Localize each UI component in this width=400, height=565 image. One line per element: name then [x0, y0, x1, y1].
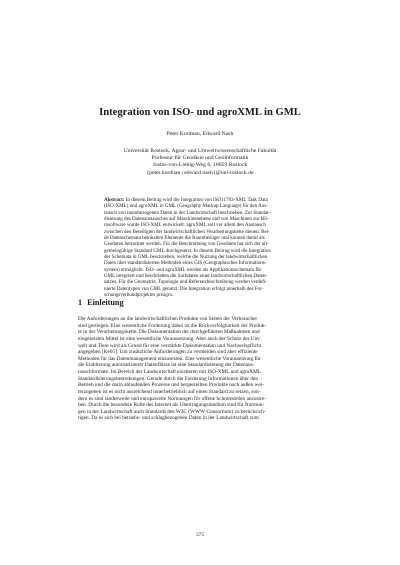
section-number: 1: [78, 298, 83, 307]
body-line: tauschformate. Im Bereich der Landwirtschaft existieren mit ISO-XML und agroXML: [78, 369, 262, 375]
abstract-line: gemeingültige Standard GML durchgesetzt. In diesem Beitrag wird die Integration: [104, 247, 271, 254]
body-line: tigen. Da es sich bei betriebs- und schlagbezogenen Daten in der Landwirtschaft zum: [78, 415, 259, 422]
paper-title: Integration von ISO- und agroXML in GML: [99, 107, 301, 118]
body-line: dern es sind landesweite und europaweite Normungen für offene Schnittstellen anzustre-: [78, 395, 266, 402]
body-text: [78, 316, 323, 422]
abstract-line: schungsverbundprojektes preagro.: [104, 292, 174, 299]
body-line: eingesetzten Mittel ist eine wesentliche Voraussetzung. Aber auch der Schutz der Um-: [78, 335, 261, 342]
abstract-line: (ISO-XML) und agroXML in GML (Geography Markup Language) für den Aus-: [104, 203, 268, 210]
body-line: Standardisierungsbestrebungen. Gerade durch die Forderung Informationen über den: [78, 375, 259, 382]
abstract-line: Daten über standardisierten Methoden eines GIS (Geographisches Informations-: [104, 260, 267, 267]
body-line: terzugeben ist es nicht ausreichend innerbetrieblich auf einen Standard zu setzen, son-: [78, 388, 261, 395]
abstract-line: tausch von raumbezogenen Daten in der Landwirtschaft beschrieben. Zur Standar-: [104, 209, 271, 216]
body-line: ben. Durch die besondere Rolle des Internet als Übertragungsmedium sind für Normun-: [78, 402, 265, 409]
abstract-line: GML integriert und beschrieben die Sachdaten einer landwirtschaftlichen Daten-: [104, 273, 268, 280]
paper-authors: Peter Korduan, Edward Nash: [166, 131, 234, 137]
body-line: welt und Tiere wird als Grund für eine verstärkte Dokumentation und Nachweispflicht: [78, 342, 262, 349]
body-line: die Etablierung automatisierter Datenflüsse ist eine Standardisierung der Datenaus-: [78, 362, 255, 369]
body-line: Methoden für das Datenmanagement einzusetzen. Eine wesentliche Voraussetzung für: [78, 355, 261, 362]
abstract-line: system) ermöglicht. ISO- und agroXML werden als Applikationsschemata für: [104, 266, 262, 273]
affiliation-block: [40, 148, 360, 177]
abstract-line: rosoftware wurde ISO-XML entwickelt. agroXML soll vor allem den Austausch: [104, 222, 266, 229]
body-line: te in der Verarbeitungskette. Die Dokumentation der durchgeführten Maßnahmen und: [78, 329, 260, 336]
affiliation-email: {peter.korduan | edward.nash}@uni-rostock.de: [146, 169, 254, 176]
affiliation-line: Universität Rostock, Agrar- und Umweltwissenschaftliche Fakultät: [123, 148, 277, 154]
body-line: Betrieb und die darin ablaufenden Prozesse und hergestellten Produkte nach außen wei-: [78, 382, 264, 389]
abstract-line: der Schemata in GML beschrieben, welche die Nutzung der landwirtschaftlichen: [104, 254, 268, 261]
affiliation-line: Professur für Geodäsie und Geoinformatik: [151, 155, 249, 162]
abstract-line: satzes. Für die Geometrie, Topologie und Referenzbeschreibung werden verdefi-: [104, 279, 267, 286]
abstract-line: de Datenschemata beinhalten Elemente die Raumbezüger und können damit als: [104, 235, 265, 242]
section-title: Einleitung: [87, 298, 124, 307]
body-line: Die Anforderungen an die landwirtschaftlichen Produkte von Seiten der Verbraucher: [78, 316, 258, 322]
affiliation-line: Justus-von-Liebig-Weg 6, 18059 Rostock: [152, 162, 248, 169]
abstract: [104, 197, 297, 299]
body-line: gen in der Landwirtschaft auch Standards des W3C (WWW-Consortium) zu berücksich-: [78, 408, 266, 415]
body-line: sind gestiegen. Eine wesentliche Forderung dabei ist die Rückverfolgbarkeit der Produk-: [78, 322, 267, 329]
body-line: angegeben [Ke05]. Um zusätzliche Anforderungen zu vermeiden sind aber effiziente: [78, 349, 258, 356]
abstract-line: Abstract: In diesem Beitrag wird die Integration von ISO11783-XML Task Data: [104, 197, 268, 203]
abstract-label: Abstract:: [104, 197, 125, 203]
abstract-line: nierte Datentypen von GML genutzt. Die Integration erfolgt innerhalb des For-: [104, 285, 264, 292]
abstract-line: disierung des Datenaustausches auf Maschinenebene und von Maschinen zur Bü-: [104, 216, 269, 223]
page-number: 375: [196, 532, 204, 538]
section-heading: [78, 298, 124, 308]
abstract-line: zwischen den Beteiligten der landwirtschaftlichen Verarbeitungskette dienen. Bei-: [104, 228, 270, 235]
abstract-line: Geodaten betrachtet werden. Für die Beschreibung von Geodaten hat sich der all-: [104, 241, 269, 248]
